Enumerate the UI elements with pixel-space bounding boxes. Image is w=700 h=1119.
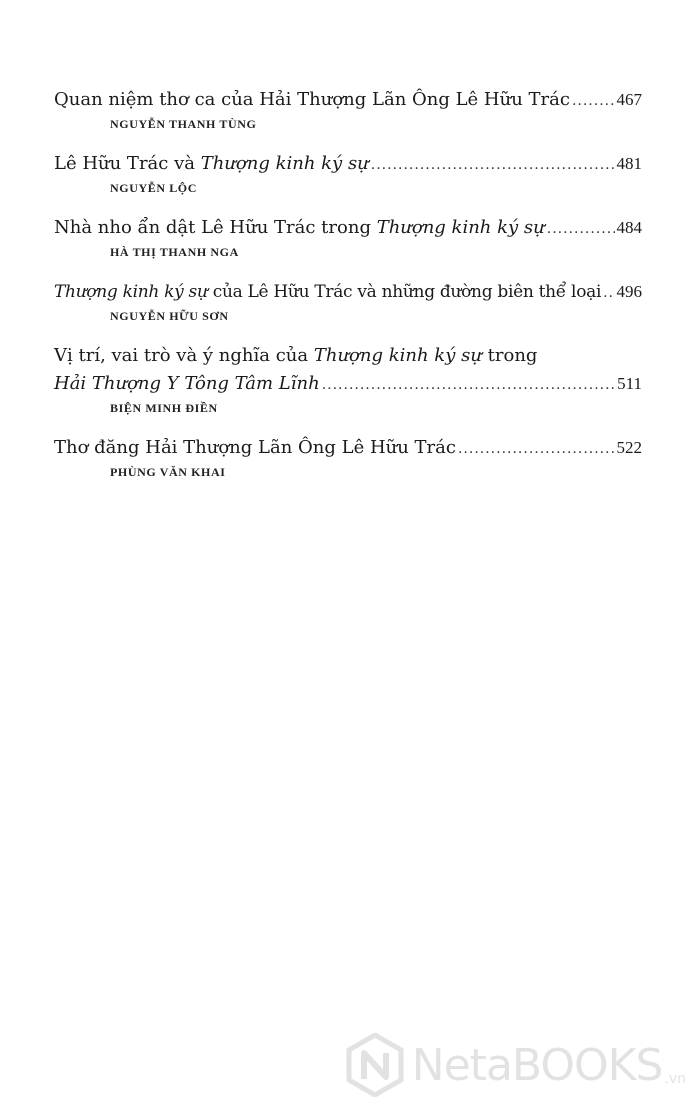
toc-entry-first-line[interactable]: Vị trí, vai trò và ý nghĩa của Thượng kinh ký sự trong (54, 345, 538, 366)
watermark (346, 1033, 686, 1097)
toc-entry-title: Thơ đăng Hải Thượng Lãn Ông Lê Hữu Trác (54, 437, 456, 458)
toc-entry-author: NGUYỄN HỮU SƠN (110, 309, 229, 323)
dot-leader (547, 215, 615, 243)
toc-entry-line[interactable] (54, 434, 642, 463)
toc-entry-title: Quan niệm thơ ca của Hải Thượng Lãn Ông Lê Hữu Trác (54, 89, 570, 110)
dot-leader (322, 371, 615, 399)
toc-entry-title: Lê Hữu Trác và Thượng kinh ký sự (54, 153, 369, 174)
toc-entry[interactable] (54, 278, 642, 325)
toc-entry[interactable] (54, 214, 642, 261)
toc-entry-line[interactable] (54, 214, 642, 243)
toc-entry-title: Nhà nho ẩn dật Lê Hữu Trác trong Thượng kinh ký sự (54, 217, 545, 238)
toc-entry-line[interactable] (54, 86, 642, 115)
toc-entry-title: Thượng kinh ký sự của Lê Hữu Trác và những đường biên thể loại (54, 282, 602, 302)
toc-page-number: 522 (616, 438, 642, 457)
dot-leader (371, 151, 615, 179)
toc-entry[interactable] (54, 86, 642, 133)
toc-entry[interactable] (54, 342, 642, 417)
toc-entry-author: PHÙNG VĂN KHAI (110, 465, 226, 479)
toc-entry-line[interactable] (54, 150, 642, 179)
watermark-brand: NetaBOOKS (411, 1039, 663, 1091)
toc-entry-line[interactable] (54, 370, 642, 399)
toc-page-number: 496 (616, 282, 642, 301)
toc-entry-author: HÀ THỊ THANH NGA (110, 245, 239, 259)
dot-leader (458, 435, 615, 463)
dot-leader (572, 87, 615, 115)
toc-page-number: 481 (616, 154, 642, 173)
toc-entry[interactable] (54, 150, 642, 197)
toc-page-number: 511 (617, 374, 642, 393)
toc-page-number: 467 (616, 90, 642, 109)
watermark-suffix: .vn (664, 1071, 686, 1087)
toc-entry-title: Hải Thượng Y Tông Tâm Lĩnh (54, 373, 320, 394)
dot-leader (603, 279, 614, 307)
toc-entry-author: BIỆN MINH ĐIỀN (110, 401, 218, 415)
toc-entry-line[interactable] (54, 278, 642, 307)
n-hexagon-logo-icon (346, 1033, 404, 1097)
toc-page-number: 484 (616, 218, 642, 237)
toc-entry-author: NGUYỄN THANH TÙNG (110, 117, 257, 131)
toc-entry-author: NGUYỄN LỘC (110, 181, 198, 195)
toc-entry[interactable] (54, 434, 642, 481)
